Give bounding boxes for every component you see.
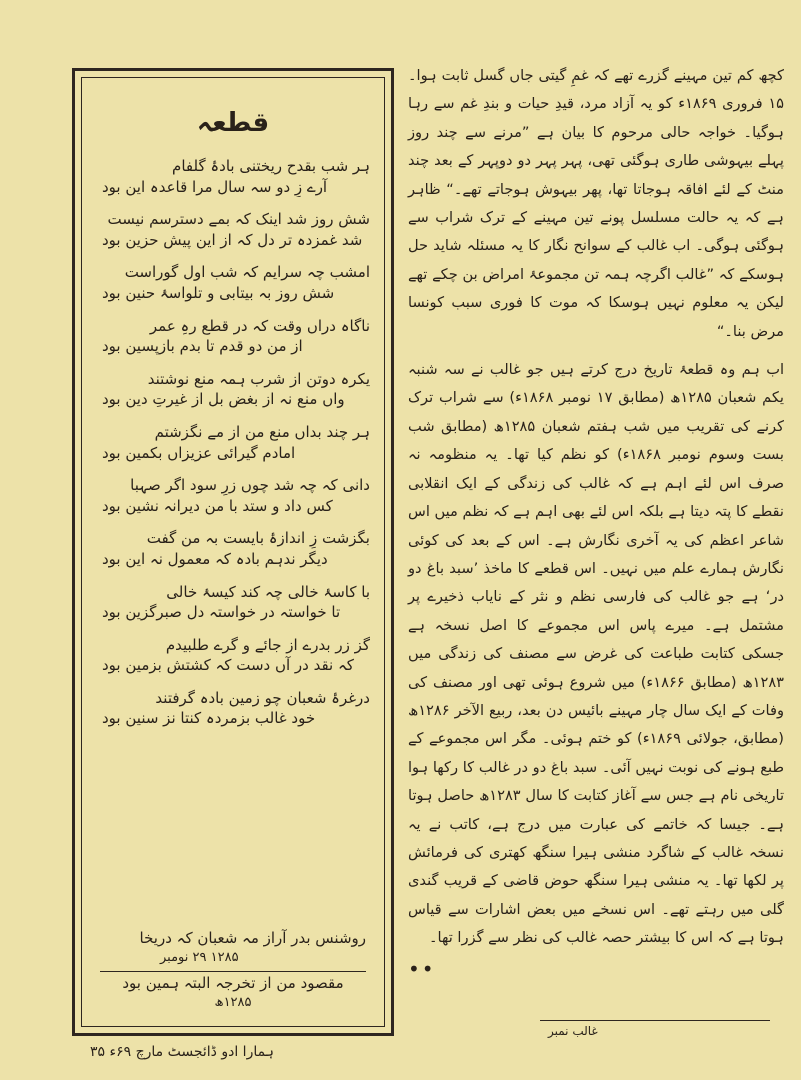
end-mark: •• (408, 956, 436, 981)
poem-verse: کس داد و ستد با من دیرانہ نشین بود (102, 496, 333, 515)
poem-verse: از من دو قدم تا بدم بازپسین بود (102, 337, 303, 356)
footer-rule (540, 1020, 770, 1021)
poem-verse: واں منع نہ از بغض بل از غیرتِ دین بود (102, 390, 345, 409)
paragraph-1: کچھ کم تین مہینے گزرے تھے کہ غمِ گیتی جاں گسل ثابت ہوا۔ ۱۵ فروری ۱۸۶۹ء کو یہ آزاد مرد، قیدِ حیات و بندِ غم سے رہا ہوگیا۔ خواجہ حالی مرحوم کا بیان ہے ”مرنے سے چند روز پہلے بیہوشی طاری ہوگئی تھی، پہر پہر دو دوپہر کے بعد چند منٹ کے لئے افاقہ ہوجاتا تھا، پھر بیہوش ہوجاتے تھے۔“ ظاہر ہے کہ یہ حالت مسلسل پونے تین مہینے کے ترک شراب سے ہوگئی ہوگی۔ اب غالب کے سوانح نگار کا یہ مسئلہ شاید حل ہوسکے کہ ”غالب اگرچہ ہمہ تن مجموعۂ امراض بن چکے تھے لیکن یہ معلوم نہیں ہوسکا کہ موت کا فوری سبب کونسا مرض بنا۔“ (408, 67, 784, 340)
poem-verse: امادم گیرائی عزیزاں بکمین بود (102, 443, 296, 462)
poem-verse: ہر شب بقدح ریختنی بادۂ گلفام (172, 157, 370, 175)
poem-verse: آرے زِ دو سہ سال مرا قاعدہ این بود (102, 177, 328, 196)
article-body (408, 62, 784, 1027)
poem-frame-inner (81, 77, 385, 1027)
poem-year: ۱۲۸۵ھ (214, 995, 252, 1010)
poem-footer (100, 927, 366, 1012)
poem-date-note: ۱۲۸۵ ۲۹ نومبر (160, 950, 239, 965)
poem-verse: خود غالب بزمردہ کنتا نز سنین بود (102, 709, 316, 728)
poem-verse: کہ نقد در آں دست کہ کشتش بزمین بود (102, 656, 354, 675)
paragraph-2: اب ہم وہ قطعۂ تاریخ درج کرتے ہیں جو غالب نے سہ شنبہ یکم شعبان ۱۲۸۵ھ (مطابق ۱۷ نومبر ۱۸۶۸ء) سے شراب ترک کرنے کی تقریب میں شب ہفتم شعبان ۱۲۸۵ھ (مطابق شب بست وسوم نومبر ۱۸۶۸ء) کو نظم کیا تھا۔ یہ منظومہ نہ صرف اس لئے اہم ہے کہ غالب کی زندگی کے ایک انقلابی نقطے کا پتہ دیتا ہے بلکہ اس لئے بھی اہم ہے کہ نظم میں اس شاعر اعظم کی یہ آخری نگارش ہے۔ اس کے بعد کی کوئی نگارش ہمارے علم میں نہیں۔ اس قطعے کا ماخذ ’سبد باغ دو در‘ ہے جو غالب کی فارسی نظم و نثر کے نایاب ذخیرے پر مشتمل ہے۔ میرے پاس اس مجموعے کا اصل نسخہ ہے جسکی کتابت طباعت کی غرض سے مصنف کی زندگی میں ۱۲۸۳ھ (مطابق ۱۸۶۶ء) میں شروع ہوئی تھی اور مصنف کی وفات کے ایک سال چار مہینے بائیس دن بعد، ربیع الآخر ۱۲۸۶ھ (مطابق، جولائی ۱۸۶۹ء) کو ختم ہوئی۔ مگر اس مجموعے کے طبع ہونے کی نوبت نہیں آئی۔ سبد باغ دو در غالب کا رکھا ہوا تاریخی نام ہے جس سے آغاز کتابت کا سال ۱۲۸۳ھ حاصل ہوتا ہے۔ جیسا کہ خاتمے کی عبارت میں درج ہے، کاتب نے یہ نسخہ غالب کے شاگرد منشی ہیرا سنگھ کھتری کی فرمائش پر لکھا تھا۔ یہ منشی ہیرا سنگھ حوض قاضی کے قریب گندی گلی میں رہتے تھے۔ اس نسخے میں بعض اشارات سے قیاس ہوتا ہے کہ اس کا بیشتر حصہ غالب کی نظر سے گزرا تھا۔ (408, 361, 785, 947)
poem-verse: امشب چہ سرایم کہ شب اول گوراست (124, 263, 370, 282)
poem-verse: یکرہ دوتن از شرب ہمہ منع نوشتند (147, 369, 370, 388)
poem-verse: بگزشت زِ اندازۂ بایست بہ من گفت (146, 529, 370, 548)
poem-verse: شد غمزدہ تر دل کہ از این پیش حزین بود (102, 230, 363, 249)
poem-closing-verse: مقصود من از تخرجہ البتہ ہمین بود (100, 971, 366, 994)
poem-verse: گز زر بدرے از جائے و گرے طلبیدم (165, 635, 370, 654)
section-footer: غالب نمبر (548, 1024, 598, 1038)
poem-verse: دیگر ندہم بادہ کہ معمول نہ این بود (102, 549, 328, 568)
poem-verse: تا خواستہ در خواستہ دل صبرگزین بود (102, 603, 341, 622)
poem-verses (100, 156, 370, 741)
poem-verse: شش روز بہ بیتابی و تلواسۂ حنین بود (102, 283, 335, 302)
poem-verse: دانی کہ چہ شد چوں زرِ سود اگر صہبا (130, 476, 370, 495)
poem-title: قطعہ (196, 108, 270, 138)
poem-verse: ہر چند بداں منع من از مے نگزشتم (154, 422, 370, 441)
poem-verse: درغرۂ شعبان چو زمین بادہ گرفتند (155, 688, 370, 707)
page-footer: ہمارا ادو ڈائجسٹ مارچ ۶۹ء ۳۵ (90, 1044, 274, 1060)
poem-verse: ناگاہ دراں وقت کہ در قطع رہِ عمر (149, 316, 370, 335)
poem-verse: شش روز شد اینک کہ بمے دسترسم نیست (107, 210, 370, 229)
poem-frame (72, 68, 394, 1036)
poem-last-verse: روشنس بدر آراز مہ شعبان کہ دریخا (139, 929, 366, 947)
poem-verse: با کاسۂ خالی چہ کند کیسۂ خالی (166, 582, 370, 601)
